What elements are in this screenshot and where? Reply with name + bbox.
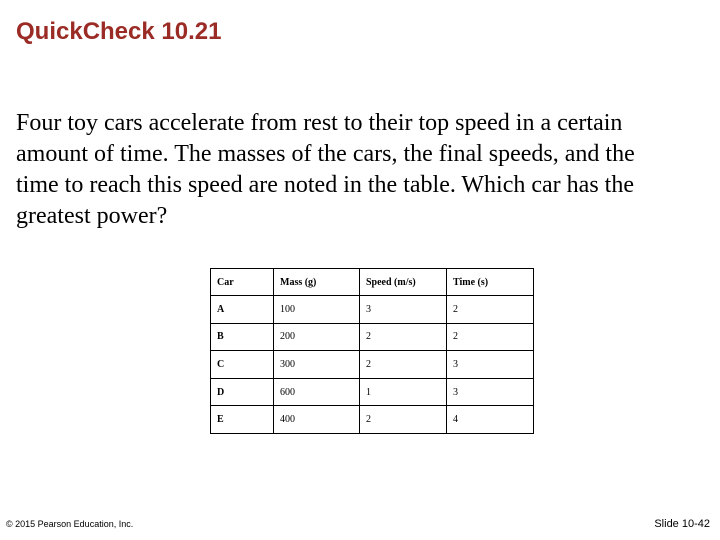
cell-time: 3 <box>447 351 534 379</box>
cell-time: 4 <box>447 406 534 434</box>
cell-time: 3 <box>447 378 534 406</box>
cell-car: B <box>211 323 274 351</box>
header-speed: Speed (m/s) <box>360 269 447 296</box>
header-time: Time (s) <box>447 269 534 296</box>
cell-speed: 3 <box>360 296 447 324</box>
cell-speed: 2 <box>360 351 447 379</box>
slide-number: Slide 10-42 <box>654 518 710 530</box>
cell-mass: 300 <box>274 351 360 379</box>
cell-mass: 400 <box>274 406 360 434</box>
cell-mass: 100 <box>274 296 360 324</box>
table-header-row <box>211 269 534 296</box>
cell-car: C <box>211 351 274 379</box>
cell-car: E <box>211 406 274 434</box>
cell-speed: 1 <box>360 378 447 406</box>
cell-mass: 600 <box>274 378 360 406</box>
cell-speed: 2 <box>360 406 447 434</box>
table-row <box>211 378 534 406</box>
table-row <box>211 406 534 434</box>
slide-title: QuickCheck 10.21 <box>16 18 222 45</box>
table-row <box>211 351 534 379</box>
cell-time: 2 <box>447 323 534 351</box>
header-car: Car <box>211 269 274 296</box>
cell-speed: 2 <box>360 323 447 351</box>
cell-car: A <box>211 296 274 324</box>
data-table <box>210 268 534 434</box>
table-row <box>211 296 534 324</box>
cell-time: 2 <box>447 296 534 324</box>
header-mass: Mass (g) <box>274 269 360 296</box>
question-text: Four toy cars accelerate from rest to their top speed in a certain amount of time. The masses of the cars, the final speeds, and the time to reach this speed are noted in the table. Which car has the greatest power? <box>16 110 635 229</box>
copyright-footer: © 2015 Pearson Education, Inc. <box>6 519 134 529</box>
cell-car: D <box>211 378 274 406</box>
cell-mass: 200 <box>274 323 360 351</box>
data-table-container <box>210 268 533 434</box>
table-row <box>211 323 534 351</box>
